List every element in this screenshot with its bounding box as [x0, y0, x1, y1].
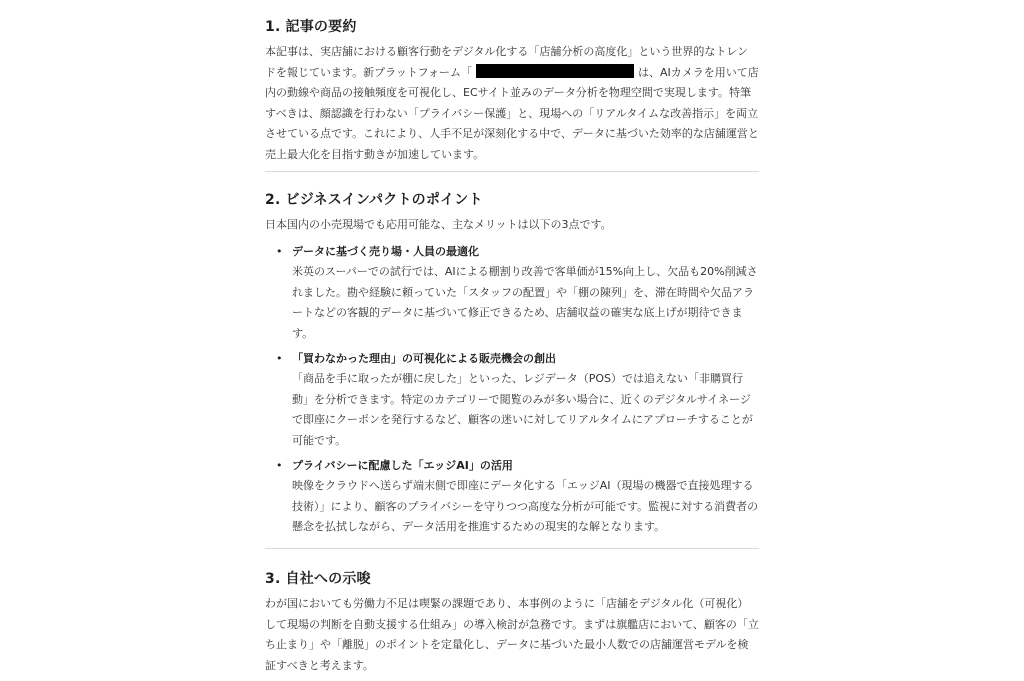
summary-text-before: 本記事は、実店舗における顧客行動をデジタル化する「店舗分析の高度化」という世界的なトレンドを報じています。新プラットフォーム「 [265, 45, 749, 79]
bullet-title: プライバシーに配慮した「エッジAI」の活用 [292, 459, 513, 472]
redacted-platform-name [476, 64, 634, 78]
bullet-body: 米英のスーパーでの試行では、AIによる棚割り改善で客単価が15%向上し、欠品も20%削減されました。勘や経験に頼っていた「スタッフの配置」や「棚の陳列」を、滞在時間や欠品アラートなどの客観的データに基づいて修正できるため、店舗収益の確実な底上げが期待できます。 [292, 265, 758, 340]
bullet-list-item [265, 242, 759, 344]
summary-paragraph [265, 42, 759, 165]
summary-text-after: は、AIカメラを用いて店内の動線や商品の接触頻度を可視化し、ECサイト並みのデータ分析を物理空間で実現します。特筆すべきは、顔認識を行わない「プライバシー保護」と、現場への「リアルタイムな改善指示」を両立させている点です。これにより、人手不足が深刻化する中で、データに基づいた効率的な店舗運営と売上最大化を目指す動きが加速しています。 [265, 65, 759, 161]
section-divider [265, 548, 759, 549]
bullet-title: データに基づく売り場・人員の最適化 [292, 245, 479, 258]
implications-paragraph: わが国においても労働力不足は喫緊の課題であり、本事例のように「店舗をデジタル化（可視化）して現場の判断を自動支援する仕組み」の導入検討が急務です。まずは旗艦店において、顧客の「立ち止まり」や「離脱」のポイントを定量化し、データに基づいた最小人数での店舗運営モデルを検証すべきと考えます。 [265, 597, 759, 672]
bullet-marker: • [276, 459, 283, 472]
section-heading-implications: 3. 自社への示唆 [265, 571, 371, 587]
section-divider [265, 171, 759, 172]
bullet-body: 「商品を手に取ったが棚に戻した」といった、レジデータ（POS）では追えない「非購買行動」を分析できます。特定のカテゴリーで閲覧のみが多い場合に、近くのデジタルサイネージで即座にクーポンを発行するなど、顧客の迷いに対してリアルタイムにアプローチすることが可能です。 [292, 372, 753, 447]
business-impact-intro: 日本国内の小売現場でも応用可能な、主なメリットは以下の3点です。 [265, 218, 612, 231]
bullet-list-item [265, 349, 759, 451]
bullet-marker: • [276, 245, 283, 258]
bullet-list-item [265, 456, 759, 538]
bullet-marker: • [276, 352, 283, 365]
section-heading-business-impact: 2. ビジネスインパクトのポイント [265, 192, 483, 208]
section-heading-summary: 1. 記事の要約 [265, 19, 357, 35]
bullet-body: 映像をクラウドへ送らず端末側で即座にデータ化する「エッジAI（現場の機器で直接処理する技術）」により、顧客のプライバシーを守りつつ高度な分析が可能です。監視に対する消費者の懸念を払拭しながら、データ活用を推進するための現実的な解となります。 [292, 479, 759, 533]
bullet-title: 「買わなかった理由」の可視化による販売機会の創出 [292, 352, 556, 365]
